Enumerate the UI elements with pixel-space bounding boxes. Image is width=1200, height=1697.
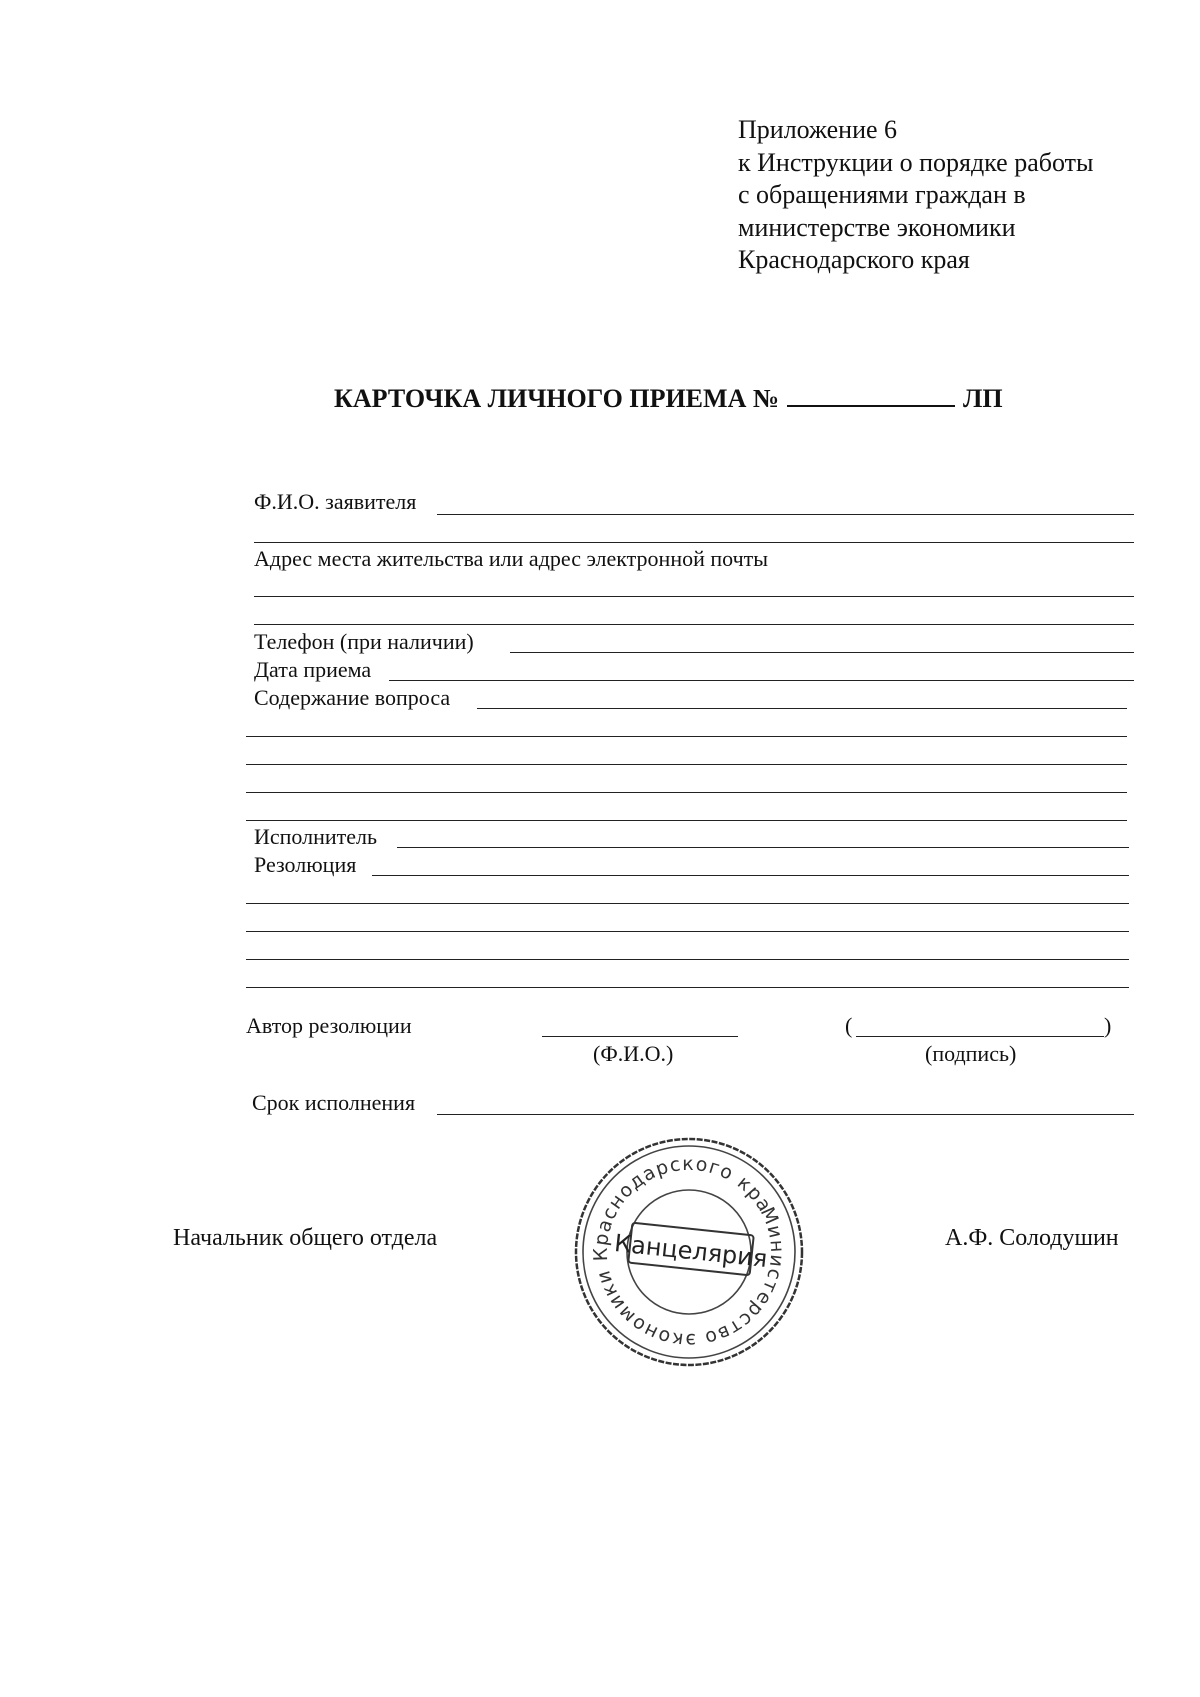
appendix-line: к Инструкции о порядке работы	[738, 147, 1094, 177]
card-title	[334, 383, 1003, 414]
question-field-line[interactable]	[246, 736, 1127, 737]
resolution-author-fio-field[interactable]	[542, 1036, 738, 1037]
resolution-field-line[interactable]	[246, 931, 1129, 932]
question-field-line[interactable]	[246, 792, 1127, 793]
stamp-seal-graphic	[570, 1133, 808, 1371]
signature-open-paren: (	[845, 1013, 853, 1038]
stamp-center-text: Канцелярия	[612, 1229, 769, 1273]
appendix-line: Краснодарского края	[738, 245, 970, 274]
appendix-line: Приложение 6	[738, 115, 898, 144]
signature-caption: (подпись)	[925, 1041, 1017, 1066]
signature-field[interactable]	[856, 1036, 1104, 1037]
applicant-name-field-continued[interactable]	[254, 542, 1134, 543]
phone-label: Телефон (при наличии)	[254, 629, 474, 654]
card-title-prefix: КАРТОЧКА ЛИЧНОГО ПРИЕМА №	[334, 384, 779, 413]
deadline-field[interactable]	[437, 1114, 1134, 1115]
signature-close-paren: )	[1104, 1013, 1112, 1038]
question-label: Содержание вопроса	[254, 685, 451, 710]
resolution-field-line[interactable]	[246, 987, 1129, 988]
executor-label: Исполнитель	[254, 824, 378, 849]
fio-caption: (Ф.И.О.)	[593, 1041, 674, 1066]
appendix-block	[738, 114, 1093, 277]
question-field-line[interactable]	[246, 764, 1127, 765]
resolution-author-label: Автор резолюции	[246, 1013, 412, 1038]
date-field[interactable]	[389, 680, 1134, 681]
card-number-field[interactable]	[787, 383, 955, 407]
footer-name: А.Ф. Солодушин	[945, 1225, 1119, 1251]
card-title-suffix: ЛП	[962, 384, 1003, 413]
resolution-field-line[interactable]	[246, 959, 1129, 960]
official-stamp	[570, 1133, 808, 1371]
phone-field[interactable]	[510, 652, 1134, 653]
date-label: Дата приема	[254, 657, 372, 682]
applicant-name-label: Ф.И.О. заявителя	[254, 489, 417, 514]
appendix-line: министерстве экономики	[738, 212, 1016, 242]
resolution-field-line[interactable]	[246, 903, 1129, 904]
footer-position: Начальник общего отдела	[173, 1225, 438, 1251]
resolution-field[interactable]	[372, 875, 1129, 876]
deadline-label: Срок исполнения	[252, 1090, 416, 1115]
address-field-continued[interactable]	[254, 624, 1134, 625]
appendix-line: с обращениями граждан в	[738, 180, 1026, 209]
address-field[interactable]	[254, 596, 1134, 597]
resolution-label: Резолюция	[254, 852, 357, 877]
question-field[interactable]	[477, 708, 1127, 709]
stamp-ring-text: Министерство экономики Краснодарского края	[589, 1152, 789, 1352]
executor-field[interactable]	[397, 847, 1129, 848]
applicant-name-field[interactable]	[437, 514, 1134, 515]
address-label: Адрес места жительства или адрес электронной почты	[254, 546, 769, 571]
question-field-line[interactable]	[246, 820, 1127, 821]
